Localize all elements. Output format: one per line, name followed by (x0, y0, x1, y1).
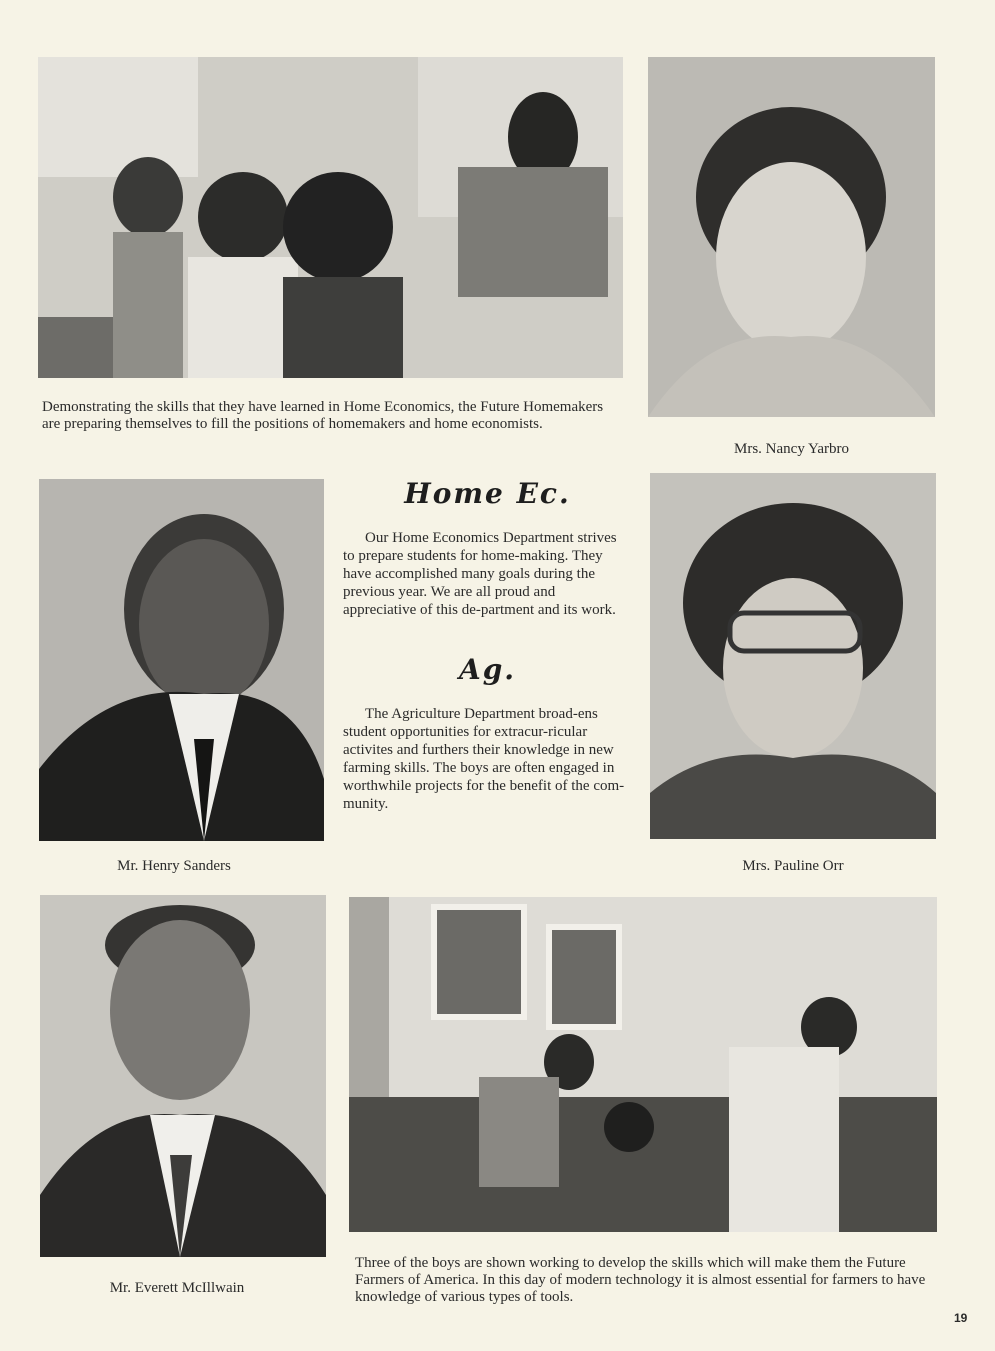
ag-heading: Ag. (458, 653, 517, 686)
mcilwain-caption: Mr. Everett McIllwain (109, 1280, 245, 1296)
shop-caption: Three of the boys are shown working to develop the skills which will make them the Future Farmers of America. In this day of modern technology it is almost essential for farmers to have knowledge of various types of tools. (355, 1255, 926, 1305)
orr-portrait (650, 473, 936, 839)
orr-caption: Mrs. Pauline Orr (742, 858, 844, 874)
sanders-caption: Mr. Henry Sanders (117, 858, 231, 874)
yarbro-caption: Mrs. Nancy Yarbro (734, 441, 849, 457)
mcilwain-portrait (40, 895, 326, 1257)
home-ec-body: Our Home Economics Department strives to prepare students for home-making. They have accomplished many goals during the previous year. We are all proud and appreciative of this de-partment and its work. (343, 530, 617, 618)
home-ec-heading: Home Ec. (404, 477, 571, 510)
page-number: 19 (954, 1311, 968, 1325)
yarbro-portrait (648, 57, 935, 417)
sanders-portrait (39, 479, 324, 841)
homemakers-caption: Demonstrating the skills that they have learned in Home Economics, the Future Homemakers are preparing themselves to fill the positions of homemakers and home economists. (42, 399, 604, 432)
homemakers-photo (38, 57, 623, 378)
shop-photo (349, 897, 937, 1232)
ag-body: The Agriculture Department broad-ens student opportunities for extracur-ricular activites and furthers their knowledge in new farming skills. The boys are often engaged in worthwhile projects for the benefit of the com-munity. (343, 706, 625, 812)
